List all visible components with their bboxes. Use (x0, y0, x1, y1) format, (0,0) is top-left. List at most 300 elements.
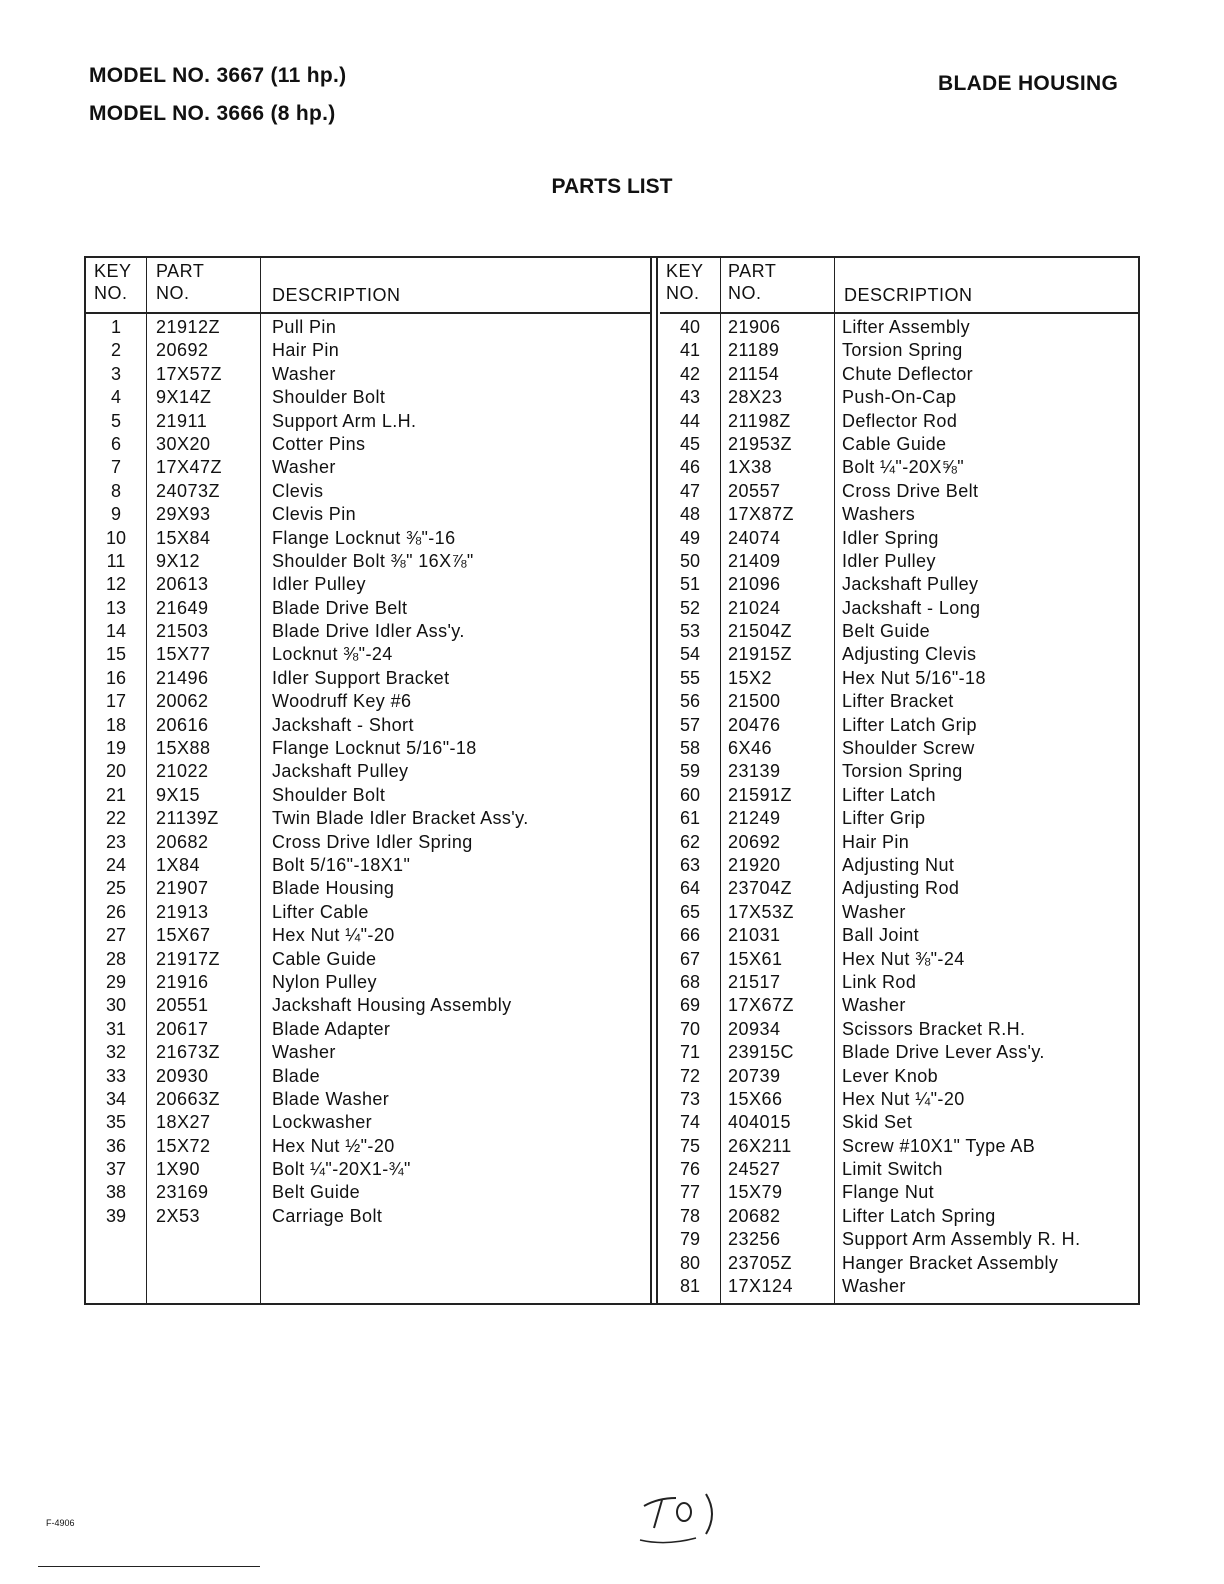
part-number: 6X46 (728, 738, 773, 759)
part-number: 21031 (728, 925, 781, 946)
table-row (660, 620, 1138, 643)
part-description: Cable Guide (272, 948, 377, 969)
part-number: 1X90 (156, 1159, 201, 1180)
table-row (660, 386, 1138, 409)
table-row (86, 1158, 652, 1181)
part-number: 20613 (156, 574, 209, 595)
part-description: Belt Guide (272, 1182, 361, 1203)
table-row (86, 667, 652, 690)
table-row (660, 433, 1138, 456)
part-description: Flange Locknut ⅜"-16 (272, 527, 456, 548)
part-description: Woodruff Key #6 (272, 691, 412, 712)
part-number: 21906 (728, 317, 781, 337)
key-number: 60 (679, 784, 701, 805)
table-row (660, 1228, 1138, 1251)
part-number: 28X23 (728, 387, 783, 408)
table-row (660, 924, 1138, 947)
table-row (660, 667, 1138, 690)
parts-table-left (86, 258, 652, 1303)
part-description: Hex Nut 5/16"-18 (842, 667, 986, 688)
part-description: Lockwasher (272, 1112, 373, 1133)
part-description: Adjusting Clevis (842, 644, 977, 665)
part-description: Jackshaft - Short (272, 714, 414, 735)
key-number: 50 (679, 550, 701, 571)
part-description: Lifter Latch Grip (842, 714, 977, 735)
part-header-bottom: NO. (156, 283, 190, 303)
part-number: 20557 (728, 480, 781, 501)
table-row (660, 1158, 1138, 1181)
part-description: Hex Nut ⅜"-24 (842, 948, 965, 969)
part-description: Blade Washer (272, 1088, 390, 1109)
key-number: 9 (110, 504, 121, 525)
key-number: 2 (110, 340, 121, 361)
table-row (660, 737, 1138, 760)
bottom-rule (38, 1566, 260, 1567)
part-number: 15X84 (156, 527, 211, 548)
key-number: 79 (679, 1229, 701, 1250)
part-description: Adjusting Rod (842, 878, 960, 899)
part-description: Washer (272, 1042, 336, 1063)
key-number: 13 (105, 597, 127, 618)
part-number: 1X84 (156, 854, 201, 875)
part-description: Blade Drive Idler Ass'y. (272, 621, 465, 642)
part-number: 23169 (156, 1182, 209, 1203)
table-row (660, 643, 1138, 666)
part-number: 17X53Z (728, 901, 795, 922)
table-row (86, 784, 652, 807)
part-header-top: PART (156, 261, 205, 281)
part-number: 21907 (156, 878, 209, 899)
key-number: 64 (679, 878, 701, 899)
key-number: 58 (679, 738, 701, 759)
parts-table-right (660, 258, 1138, 1303)
part-description: Chute Deflector (842, 363, 974, 384)
part-number: 23915C (728, 1042, 795, 1063)
part-description: Lifter Latch Spring (842, 1205, 996, 1226)
table-row (86, 550, 652, 573)
table-row (86, 1205, 652, 1228)
key-number: 34 (105, 1088, 127, 1109)
part-description: Idler Pulley (272, 574, 366, 595)
part-number: 20062 (156, 691, 209, 712)
table-row (660, 480, 1138, 503)
key-number: 22 (105, 808, 127, 829)
page-title-text: PARTS LIST (551, 175, 673, 198)
table-row (660, 994, 1138, 1017)
part-description: Bolt ¼"-20X⅝" (842, 457, 965, 478)
part-number: 21022 (156, 761, 209, 782)
key-number: 24 (105, 854, 127, 875)
part-number: 18X27 (156, 1112, 211, 1133)
part-number: 15X2 (728, 667, 773, 688)
part-description: Nylon Pulley (272, 971, 377, 992)
part-description: Hex Nut ¼"-20 (842, 1088, 965, 1109)
part-description: Cotter Pins (272, 433, 366, 454)
part-number: 21496 (156, 667, 209, 688)
table-row (660, 527, 1138, 550)
key-number: 18 (105, 714, 127, 735)
part-header (156, 260, 204, 304)
part-number: 20692 (156, 340, 209, 361)
part-description: Twin Blade Idler Bracket Ass'y. (272, 808, 529, 829)
table-row (660, 1205, 1138, 1228)
part-description: Locknut ⅜"-24 (272, 644, 393, 665)
table-row (660, 1252, 1138, 1275)
part-description: Blade Housing (272, 878, 395, 899)
table-row (86, 971, 652, 994)
part-number: 21912Z (156, 317, 221, 337)
key-number: 61 (679, 808, 701, 829)
table-row (660, 1018, 1138, 1041)
table-row (86, 339, 652, 362)
key-number: 25 (105, 878, 127, 899)
key-number: 23 (105, 831, 127, 852)
part-description: Lifter Assembly (842, 317, 971, 337)
key-number: 74 (679, 1112, 701, 1133)
part-number: 21673Z (156, 1042, 221, 1063)
page-title (0, 175, 1224, 199)
key-number: 26 (105, 901, 127, 922)
part-number: 15X88 (156, 738, 211, 759)
key-header-bottom: NO. (666, 283, 700, 303)
form-number: F-4906 (46, 1518, 75, 1528)
key-number: 68 (679, 971, 701, 992)
part-number: 9X14Z (156, 387, 212, 408)
table-row (660, 597, 1138, 620)
key-number: 52 (679, 597, 701, 618)
table-row (86, 480, 652, 503)
part-number: 20616 (156, 714, 209, 735)
table-row (660, 948, 1138, 971)
table-row (660, 1111, 1138, 1134)
key-number: 76 (679, 1159, 701, 1180)
table-row (660, 760, 1138, 783)
key-number: 38 (105, 1182, 127, 1203)
table-row (660, 877, 1138, 900)
part-description: Blade (272, 1065, 321, 1086)
part-number: 20476 (728, 714, 781, 735)
key-number: 67 (679, 948, 701, 969)
key-number: 33 (105, 1065, 127, 1086)
table-row (86, 714, 652, 737)
part-description: Blade Adapter (272, 1018, 391, 1039)
table-row (86, 433, 652, 456)
part-number: 15X67 (156, 925, 211, 946)
key-number: 59 (679, 761, 701, 782)
part-description: Carriage Bolt (272, 1205, 383, 1226)
part-description: Idler Support Bracket (272, 667, 450, 688)
part-header-bottom: NO. (728, 283, 762, 303)
part-number: 20617 (156, 1018, 209, 1039)
part-number: 15X77 (156, 644, 211, 665)
key-number: 19 (105, 738, 127, 759)
table-row (660, 503, 1138, 526)
table-row (660, 573, 1138, 596)
part-number: 21917Z (156, 948, 221, 969)
table-row (86, 854, 652, 877)
key-number: 39 (105, 1205, 127, 1226)
table-row (660, 550, 1138, 573)
parts-rows-left (86, 316, 652, 1228)
table-row (86, 503, 652, 526)
key-number: 70 (679, 1018, 701, 1039)
table-row (86, 1041, 652, 1064)
part-number: 15X79 (728, 1182, 783, 1203)
part-description: Limit Switch (842, 1159, 943, 1180)
part-description: Jackshaft Pulley (842, 574, 979, 595)
key-number: 45 (679, 433, 701, 454)
parts-table (84, 256, 1140, 1305)
description-header: DESCRIPTION (844, 285, 973, 305)
part-description: Cross Drive Idler Spring (272, 831, 473, 852)
part-description: Lifter Latch (842, 784, 936, 805)
key-number: 54 (679, 644, 701, 665)
table-row (660, 971, 1138, 994)
part-description: Hanger Bracket Assembly (842, 1252, 1059, 1273)
table-row (86, 1181, 652, 1204)
key-number: 56 (679, 691, 701, 712)
table-row (86, 737, 652, 760)
table-row (660, 1041, 1138, 1064)
part-description: Blade Drive Belt (272, 597, 408, 618)
key-number: 63 (679, 854, 701, 875)
table-row (660, 363, 1138, 386)
part-number: 21916 (156, 971, 209, 992)
table-row (86, 807, 652, 830)
key-number: 28 (105, 948, 127, 969)
table-row (86, 456, 652, 479)
part-number: 17X57Z (156, 363, 223, 384)
table-row (86, 1018, 652, 1041)
part-description: Flange Locknut 5/16"-18 (272, 738, 477, 759)
key-number: 4 (110, 387, 121, 408)
table-row (86, 760, 652, 783)
table-row (660, 784, 1138, 807)
part-description: Belt Guide (842, 621, 931, 642)
handwritten-page-number (636, 1484, 726, 1554)
part-number: 24073Z (156, 480, 221, 501)
part-number: 20682 (728, 1205, 781, 1226)
key-number: 80 (679, 1252, 701, 1273)
table-row (660, 1065, 1138, 1088)
key-number: 69 (679, 995, 701, 1016)
part-number: 21500 (728, 691, 781, 712)
key-header-top: KEY (666, 261, 704, 281)
part-description: Bolt 5/16"-18X1" (272, 854, 411, 875)
key-number: 65 (679, 901, 701, 922)
part-description: Lifter Bracket (842, 691, 954, 712)
table-row (86, 1111, 652, 1134)
part-number: 21096 (728, 574, 781, 595)
table-row (660, 901, 1138, 924)
part-number: 23705Z (728, 1252, 793, 1273)
description-header: DESCRIPTION (272, 285, 401, 305)
part-description: Washers (842, 504, 916, 525)
key-number: 53 (679, 621, 701, 642)
table-row (660, 831, 1138, 854)
part-description: Washer (272, 363, 336, 384)
part-number: 21504Z (728, 621, 793, 642)
key-header (94, 260, 132, 304)
table-row (660, 714, 1138, 737)
key-header-top: KEY (94, 261, 132, 281)
part-number: 23704Z (728, 878, 793, 899)
table-row (86, 924, 652, 947)
part-number: 21591Z (728, 784, 793, 805)
part-number: 21154 (728, 363, 780, 384)
part-number: 21249 (728, 808, 781, 829)
part-number: 20663Z (156, 1088, 221, 1109)
table-row (86, 1065, 652, 1088)
table-row (86, 877, 652, 900)
table-row (660, 690, 1138, 713)
part-number: 21139Z (156, 808, 219, 829)
key-header-bottom: NO. (94, 283, 128, 303)
section-title: BLADE HOUSING (938, 72, 1119, 95)
key-number: 73 (679, 1088, 701, 1109)
table-row (86, 316, 652, 339)
part-number: 23256 (728, 1229, 781, 1250)
key-number: 27 (105, 925, 127, 946)
part-description: Shoulder Bolt ⅜" 16X⅞" (272, 550, 474, 571)
part-description: Screw #10X1" Type AB (842, 1135, 1036, 1156)
part-description: Idler Spring (842, 527, 939, 548)
key-number: 49 (679, 527, 701, 548)
table-row (86, 527, 652, 550)
part-description: Cable Guide (842, 433, 947, 454)
table-row (86, 573, 652, 596)
key-number: 66 (679, 925, 701, 946)
key-number: 46 (679, 457, 701, 478)
part-description: Support Arm L.H. (272, 410, 417, 431)
part-number: 9X15 (156, 784, 201, 805)
part-number: 17X67Z (728, 995, 795, 1016)
part-number: 17X124 (728, 1276, 794, 1297)
key-number: 5 (110, 410, 121, 431)
part-number: 20930 (156, 1065, 209, 1086)
part-description: Hex Nut ¼"-20 (272, 925, 395, 946)
part-description: Flange Nut (842, 1182, 935, 1203)
part-number: 23139 (728, 761, 781, 782)
table-row (86, 831, 652, 854)
key-number: 31 (105, 1018, 127, 1039)
part-number: 20934 (728, 1018, 781, 1039)
key-number: 30 (105, 995, 127, 1016)
part-number: 20692 (728, 831, 781, 852)
key-number: 10 (105, 527, 127, 548)
part-number: 21024 (728, 597, 781, 618)
table-row (86, 901, 652, 924)
table-row (660, 456, 1138, 479)
part-header-top: PART (728, 261, 777, 281)
key-number: 75 (679, 1135, 701, 1156)
model-number-8hp: MODEL NO. 3666 (8 hp.) (89, 102, 336, 125)
key-number: 48 (679, 504, 701, 525)
key-number: 36 (105, 1135, 127, 1156)
part-number: 404015 (728, 1112, 792, 1133)
key-number: 14 (105, 621, 127, 642)
table-row (660, 410, 1138, 433)
key-number: 37 (105, 1159, 127, 1180)
part-description: Link Rod (842, 971, 917, 992)
key-number: 40 (679, 317, 701, 337)
parts-rows-right (660, 316, 1138, 1298)
part-description: Hex Nut ½"-20 (272, 1135, 395, 1156)
key-number: 3 (110, 363, 121, 384)
part-description: Skid Set (842, 1112, 913, 1133)
part-description: Jackshaft Pulley (272, 761, 409, 782)
key-number: 35 (105, 1112, 127, 1133)
key-number: 17 (105, 691, 127, 712)
table-row (660, 1181, 1138, 1204)
part-number: 21915Z (728, 644, 793, 665)
part-description: Lifter Cable (272, 901, 369, 922)
part-description: Clevis (272, 480, 324, 501)
key-number: 41 (679, 340, 701, 361)
part-number: 15X61 (728, 948, 783, 969)
key-number: 47 (679, 480, 701, 501)
part-description: Lifter Grip (842, 808, 926, 829)
table-row (660, 339, 1138, 362)
part-description: Idler Pulley (842, 550, 936, 571)
part-description: Washer (842, 901, 906, 922)
part-description: Pull Pin (272, 317, 337, 337)
table-row (86, 410, 652, 433)
key-number: 32 (105, 1042, 127, 1063)
table-row (86, 620, 652, 643)
header-rule (660, 312, 1138, 314)
part-description: Shoulder Screw (842, 738, 975, 759)
table-row (660, 1275, 1138, 1298)
table-row (86, 1088, 652, 1111)
table-row (86, 1135, 652, 1158)
part-number: 21198Z (728, 410, 791, 431)
key-number: 42 (679, 363, 701, 384)
key-number: 11 (106, 550, 126, 571)
key-number: 12 (105, 574, 127, 595)
key-number: 7 (110, 457, 121, 478)
table-row (660, 807, 1138, 830)
part-number: 21189 (728, 340, 780, 361)
part-number: 15X72 (156, 1135, 211, 1156)
model-number-11hp: MODEL NO. 3667 (11 hp.) (89, 64, 347, 87)
part-number: 21920 (728, 854, 781, 875)
key-number: 1 (110, 317, 121, 337)
part-number: 1X38 (728, 457, 773, 478)
key-number: 57 (679, 714, 701, 735)
part-description: Support Arm Assembly R. H. (842, 1229, 1081, 1250)
part-number: 20682 (156, 831, 209, 852)
key-number: 29 (105, 971, 127, 992)
key-number: 51 (679, 574, 701, 595)
part-description: Hair Pin (272, 340, 340, 361)
part-description: Shoulder Bolt (272, 387, 386, 408)
part-number: 21409 (728, 550, 781, 571)
table-row (660, 316, 1138, 339)
key-number: 43 (679, 387, 701, 408)
part-number: 24074 (728, 527, 781, 548)
key-header (666, 260, 704, 304)
part-description: Blade Drive Lever Ass'y. (842, 1042, 1045, 1063)
table-row (86, 363, 652, 386)
part-description: Torsion Spring (842, 340, 963, 361)
part-number: 21649 (156, 597, 209, 618)
key-number: 62 (679, 831, 701, 852)
part-number: 30X20 (156, 433, 211, 454)
part-number: 20551 (156, 995, 209, 1016)
part-description: Bolt ¼"-20X1-¾" (272, 1159, 411, 1180)
table-row (86, 994, 652, 1017)
